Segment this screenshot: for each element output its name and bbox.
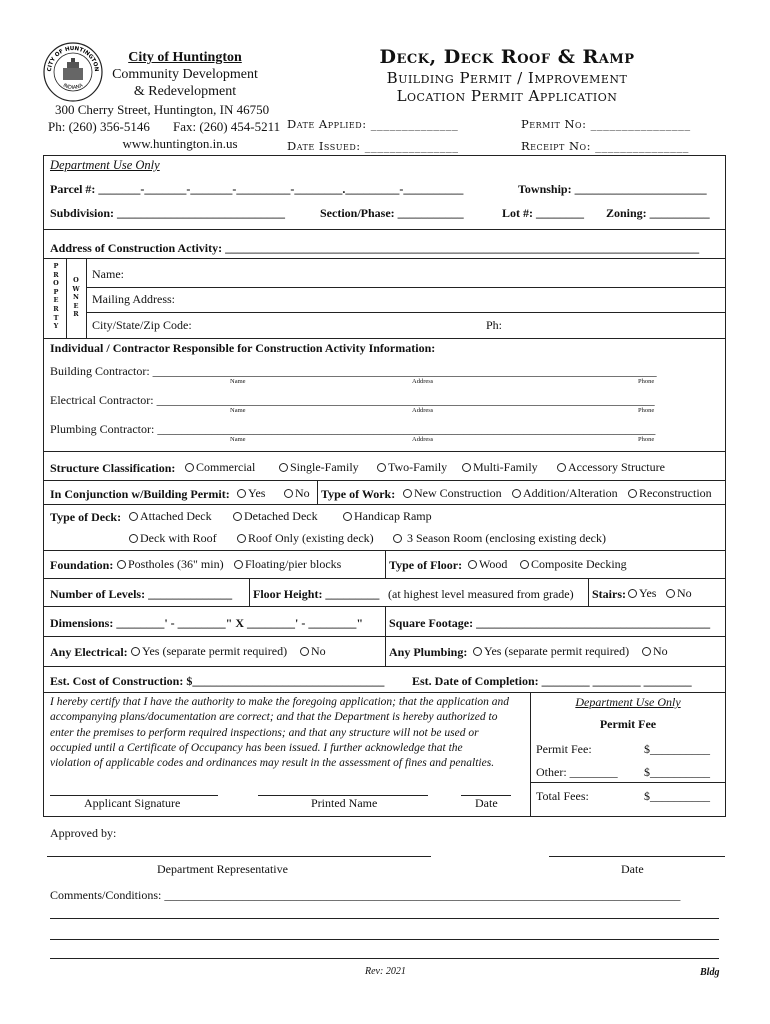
work-option-addition[interactable] bbox=[512, 486, 618, 501]
sub-label-address: Address bbox=[412, 378, 434, 385]
foundation-label: Foundation: bbox=[50, 558, 114, 572]
radio-icon[interactable] bbox=[343, 512, 352, 521]
zoning-field[interactable]: Zoning: __________ bbox=[606, 206, 710, 220]
radio-icon[interactable] bbox=[512, 489, 521, 498]
approved-by-label: Approved by: bbox=[50, 826, 117, 840]
divider bbox=[43, 451, 726, 452]
est-cost-field[interactable]: Est. Cost of Construction: $________________________________ bbox=[50, 674, 385, 688]
revision-label: Rev: 2021 bbox=[365, 966, 406, 977]
deck-option-detached[interactable] bbox=[233, 509, 318, 524]
comments-field[interactable]: Comments/Conditions: ______________________________________________________________________________________ bbox=[50, 888, 681, 902]
subdivision-field[interactable]: Subdivision: ____________________________ bbox=[50, 206, 286, 220]
form-subtitle-1: Building Permit / Improvement bbox=[386, 69, 628, 87]
property-letter: R bbox=[53, 270, 59, 279]
option-label: Deck with Roof bbox=[140, 531, 217, 545]
permit-fee-label: Permit Fee: bbox=[536, 742, 592, 756]
completion-date-field[interactable]: Est. Date of Completion: ________ ________ ________ bbox=[412, 674, 692, 688]
radio-icon[interactable] bbox=[666, 589, 675, 598]
foundation-option-postholes[interactable] bbox=[117, 557, 224, 572]
option-label: No bbox=[677, 586, 692, 600]
certification-text bbox=[50, 695, 509, 771]
divider bbox=[43, 229, 726, 230]
total-fees-label: Total Fees: bbox=[536, 789, 589, 803]
comments-line[interactable] bbox=[50, 918, 719, 919]
property-letter: P bbox=[53, 287, 59, 296]
plumbing-yes[interactable] bbox=[473, 644, 629, 659]
owner-letter: O bbox=[73, 276, 79, 284]
city-phone: Ph: (260) 356-5146 bbox=[48, 119, 150, 134]
permit-no-field[interactable]: Permit No: ________________ bbox=[521, 117, 691, 131]
radio-icon[interactable] bbox=[520, 560, 529, 569]
dept-line1: Community Development bbox=[112, 67, 258, 82]
radio-icon[interactable] bbox=[233, 512, 242, 521]
option-label: Yes (separate permit required) bbox=[142, 644, 288, 658]
lot-field[interactable]: Lot #: ________ bbox=[502, 206, 584, 220]
divider bbox=[385, 606, 386, 636]
property-letter: O bbox=[53, 279, 59, 288]
deck-option-attached[interactable] bbox=[129, 509, 212, 524]
conjunction-no[interactable] bbox=[284, 486, 310, 501]
conjunction-label: In Conjunction w/Building Permit: bbox=[50, 487, 230, 501]
option-label: Multi-Family bbox=[473, 460, 538, 474]
city-fax: Fax: (260) 454-5211 bbox=[173, 119, 281, 134]
property-letter: R bbox=[53, 304, 59, 313]
structure-option-accessory[interactable] bbox=[557, 460, 665, 475]
sub-label-name: Name bbox=[230, 407, 246, 414]
approval-date-label: Date bbox=[621, 862, 644, 876]
owner-city-field[interactable]: City/State/Zip Code: bbox=[92, 318, 192, 332]
property-letter: P bbox=[53, 262, 59, 270]
square-footage-field[interactable]: Square Footage: _______________________________________ bbox=[389, 616, 711, 630]
option-label: Two-Family bbox=[388, 460, 448, 474]
option-label: Floating/pier blocks bbox=[245, 557, 342, 571]
date-label: Date bbox=[475, 796, 498, 810]
work-option-new[interactable] bbox=[403, 486, 502, 501]
owner-letter: N bbox=[73, 293, 79, 302]
option-label: Yes bbox=[639, 586, 657, 600]
construction-address-field[interactable]: Address of Construction Activity: _______________________________________________________________________________ bbox=[50, 241, 700, 255]
floor-height-field[interactable]: Floor Height: _________ bbox=[253, 587, 380, 601]
divider bbox=[588, 578, 589, 606]
township-field[interactable]: Township: ______________________ bbox=[518, 182, 707, 196]
option-label: Yes bbox=[248, 486, 266, 500]
form-code: Bldg bbox=[700, 967, 720, 978]
floor-type-label: Type of Floor: bbox=[389, 558, 463, 572]
city-address: 300 Cherry Street, Huntington, IN 46750 bbox=[55, 102, 270, 117]
divider bbox=[43, 338, 726, 339]
floor-option-wood[interactable] bbox=[468, 557, 507, 572]
radio-icon[interactable] bbox=[377, 463, 386, 472]
option-label: Composite Decking bbox=[531, 557, 627, 571]
stairs-yes[interactable] bbox=[628, 586, 656, 601]
sub-label-address: Address bbox=[412, 436, 434, 443]
other-fee-field[interactable]: $__________ bbox=[644, 765, 710, 779]
radio-icon[interactable] bbox=[117, 560, 126, 569]
option-label: Accessory Structure bbox=[568, 460, 665, 474]
permit-fee-title: Permit Fee bbox=[599, 717, 657, 731]
option-label: New Construction bbox=[414, 486, 502, 500]
option-label: Single-Family bbox=[290, 460, 359, 474]
total-fees-field[interactable]: $__________ bbox=[644, 789, 710, 803]
divider bbox=[43, 480, 726, 481]
sub-label-name: Name bbox=[230, 378, 246, 385]
plumbing-no[interactable] bbox=[642, 644, 668, 659]
certification-line: violation of applicable codes and ordinances may result in the assessment of fines and penalties. bbox=[50, 757, 495, 770]
sub-label-phone: Phone bbox=[638, 407, 655, 414]
certification-line: occupied until a Certificate of Occupancy has been issued. I further acknowledge that the bbox=[50, 741, 463, 754]
approval-date-line[interactable] bbox=[549, 856, 725, 857]
property-letter: E bbox=[53, 296, 59, 305]
printed-name-label: Printed Name bbox=[311, 796, 378, 810]
structure-option-commercial[interactable] bbox=[185, 460, 255, 475]
option-label: Wood bbox=[479, 557, 508, 571]
floor-height-note: (at highest level measured from grade) bbox=[388, 587, 574, 601]
owner-letter: W bbox=[72, 284, 80, 293]
electrical-yes[interactable] bbox=[131, 644, 287, 659]
option-label: Yes (separate permit required) bbox=[484, 644, 630, 658]
option-label: Roof Only (existing deck) bbox=[248, 531, 374, 545]
plumbing-contractor-field[interactable]: Plumbing Contractor: ___________________________________________________________________________________ bbox=[50, 422, 656, 436]
city-website: www.huntington.in.us bbox=[122, 136, 238, 151]
divider bbox=[86, 287, 726, 288]
divider bbox=[43, 666, 726, 667]
section-phase-field[interactable]: Section/Phase: ___________ bbox=[320, 206, 464, 220]
electrical-label: Any Electrical: bbox=[50, 645, 128, 659]
work-option-reconstruction[interactable] bbox=[628, 486, 712, 501]
radio-icon[interactable] bbox=[557, 463, 566, 472]
divider bbox=[43, 504, 726, 505]
radio-icon[interactable] bbox=[628, 589, 637, 598]
sub-label-phone: Phone bbox=[638, 436, 655, 443]
date-applied-field[interactable]: Date Applied: ______________ bbox=[287, 117, 459, 131]
sub-label-phone: Phone bbox=[638, 378, 655, 385]
radio-icon[interactable] bbox=[129, 512, 138, 521]
other-fee-label[interactable]: Other: ________ bbox=[536, 765, 618, 779]
radio-icon[interactable] bbox=[129, 534, 138, 543]
stairs-no[interactable] bbox=[666, 586, 692, 601]
deck-type-label: Type of Deck: bbox=[50, 510, 122, 524]
permit-fee-field[interactable]: $__________ bbox=[644, 742, 710, 756]
owner-letter: E bbox=[73, 301, 79, 310]
dimensions-field[interactable]: Dimensions: ________' - ________" X ________' - ________" bbox=[50, 616, 363, 630]
svg-text:INDIANA: INDIANA bbox=[61, 82, 84, 91]
owner-mailing-field[interactable]: Mailing Address: bbox=[92, 292, 175, 306]
radio-icon[interactable] bbox=[185, 463, 194, 472]
property-letter: Y bbox=[53, 322, 59, 331]
option-label: No bbox=[311, 644, 326, 658]
divider bbox=[86, 312, 726, 313]
work-label: Type of Work: bbox=[321, 487, 396, 501]
owner-vertical-label bbox=[70, 276, 82, 319]
divider bbox=[43, 578, 726, 579]
option-label: No bbox=[653, 644, 668, 658]
comments-line[interactable] bbox=[50, 939, 719, 940]
electrical-contractor-field[interactable]: Electrical Contractor: ___________________________________________________________________________________ bbox=[50, 393, 655, 407]
option-label: Reconstruction bbox=[639, 486, 712, 500]
structure-option-single-family[interactable] bbox=[279, 460, 359, 475]
deck-option-with-roof[interactable] bbox=[129, 531, 217, 546]
radio-icon[interactable] bbox=[300, 647, 309, 656]
option-label: Detached Deck bbox=[244, 509, 318, 523]
contractor-heading: Individual / Contractor Responsible for Construction Activity Information: bbox=[50, 341, 436, 355]
option-label: No bbox=[295, 486, 310, 500]
fee-dept-use-label: Department Use Only bbox=[575, 695, 681, 709]
radio-icon[interactable] bbox=[642, 647, 651, 656]
option-label: Handicap Ramp bbox=[354, 509, 432, 523]
owner-name-field[interactable]: Name: bbox=[92, 267, 124, 281]
radio-icon[interactable] bbox=[284, 489, 293, 498]
certification-line: enter the premises to perform required inspections; and that any structure will not be used or bbox=[50, 726, 479, 739]
divider bbox=[86, 258, 87, 338]
dept-rep-label: Department Representative bbox=[157, 862, 288, 876]
radio-icon[interactable] bbox=[403, 489, 412, 498]
dept-use-label: Department Use Only bbox=[50, 158, 160, 172]
property-vertical-label bbox=[50, 262, 62, 331]
option-label: Addition/Alteration bbox=[523, 486, 618, 500]
certification-line: I hereby certify that I have the authority to make the foregoing application; that the application and bbox=[50, 696, 510, 708]
deck-option-season-room[interactable] bbox=[393, 531, 606, 546]
radio-icon[interactable] bbox=[237, 534, 246, 543]
radio-icon[interactable] bbox=[234, 560, 243, 569]
radio-icon[interactable] bbox=[237, 489, 246, 498]
radio-icon[interactable] bbox=[473, 647, 482, 656]
building-contractor-field[interactable]: Building Contractor: ____________________________________________________________________________________ bbox=[50, 364, 657, 378]
divider bbox=[317, 480, 318, 504]
dept-line2: & Redevelopment bbox=[133, 84, 237, 99]
sub-label-address: Address bbox=[412, 407, 434, 414]
divider bbox=[249, 578, 250, 606]
deck-option-ramp[interactable] bbox=[343, 509, 432, 524]
date-issued-field[interactable]: Date Issued: _______________ bbox=[287, 139, 459, 153]
owner-letter: R bbox=[73, 310, 79, 319]
property-letter: T bbox=[53, 313, 59, 322]
parcel-field[interactable]: Parcel #: _______-_______-_______-_________-________._________-__________ bbox=[50, 182, 464, 196]
divider bbox=[43, 692, 726, 693]
divider bbox=[385, 550, 386, 578]
radio-icon[interactable] bbox=[468, 560, 477, 569]
option-label: 3 Season Room (enclosing existing deck) bbox=[407, 531, 606, 545]
form-title: Deck, Deck Roof & Ramp bbox=[379, 46, 635, 68]
electrical-no[interactable] bbox=[300, 644, 326, 659]
city-name: City of Huntington bbox=[128, 50, 242, 65]
divider bbox=[66, 258, 67, 338]
radio-icon[interactable] bbox=[393, 534, 402, 543]
conjunction-yes[interactable] bbox=[237, 486, 265, 501]
radio-icon[interactable] bbox=[131, 647, 140, 656]
floor-option-composite[interactable] bbox=[520, 557, 627, 572]
deck-option-roof-only[interactable] bbox=[237, 531, 374, 546]
receipt-no-field[interactable]: Receipt No: _______________ bbox=[521, 139, 689, 153]
owner-phone-field[interactable]: Ph: bbox=[486, 318, 503, 332]
plumbing-label: Any Plumbing: bbox=[389, 645, 468, 659]
option-label: Commercial bbox=[196, 460, 256, 474]
option-label: Attached Deck bbox=[140, 509, 212, 523]
foundation-option-floating[interactable] bbox=[234, 557, 341, 572]
divider bbox=[385, 636, 386, 666]
divider bbox=[530, 782, 726, 783]
structure-option-two-family[interactable] bbox=[377, 460, 447, 475]
stairs-label: Stairs: bbox=[592, 587, 626, 601]
option-label: Postholes (36" min) bbox=[128, 557, 224, 571]
certification-line: accompanying plans/documentation are correct; and that the Department is hereby authorized to bbox=[50, 711, 498, 724]
radio-icon[interactable] bbox=[279, 463, 288, 472]
structure-label: Structure Classification: bbox=[50, 461, 176, 475]
structure-option-multi-family[interactable] bbox=[462, 460, 538, 475]
sub-label-name: Name bbox=[230, 436, 246, 443]
divider bbox=[43, 258, 726, 259]
svg-text:CITY OF HUNTINGTON: CITY OF HUNTINGTON bbox=[46, 45, 100, 72]
radio-icon[interactable] bbox=[628, 489, 637, 498]
radio-icon[interactable] bbox=[462, 463, 471, 472]
levels-field[interactable]: Number of Levels: ______________ bbox=[50, 587, 233, 601]
comments-line[interactable] bbox=[50, 958, 719, 959]
divider bbox=[530, 692, 531, 817]
dept-rep-signature-line[interactable] bbox=[47, 856, 431, 857]
applicant-signature-label: Applicant Signature bbox=[84, 796, 181, 810]
form-subtitle-2: Location Permit Application bbox=[396, 87, 618, 105]
